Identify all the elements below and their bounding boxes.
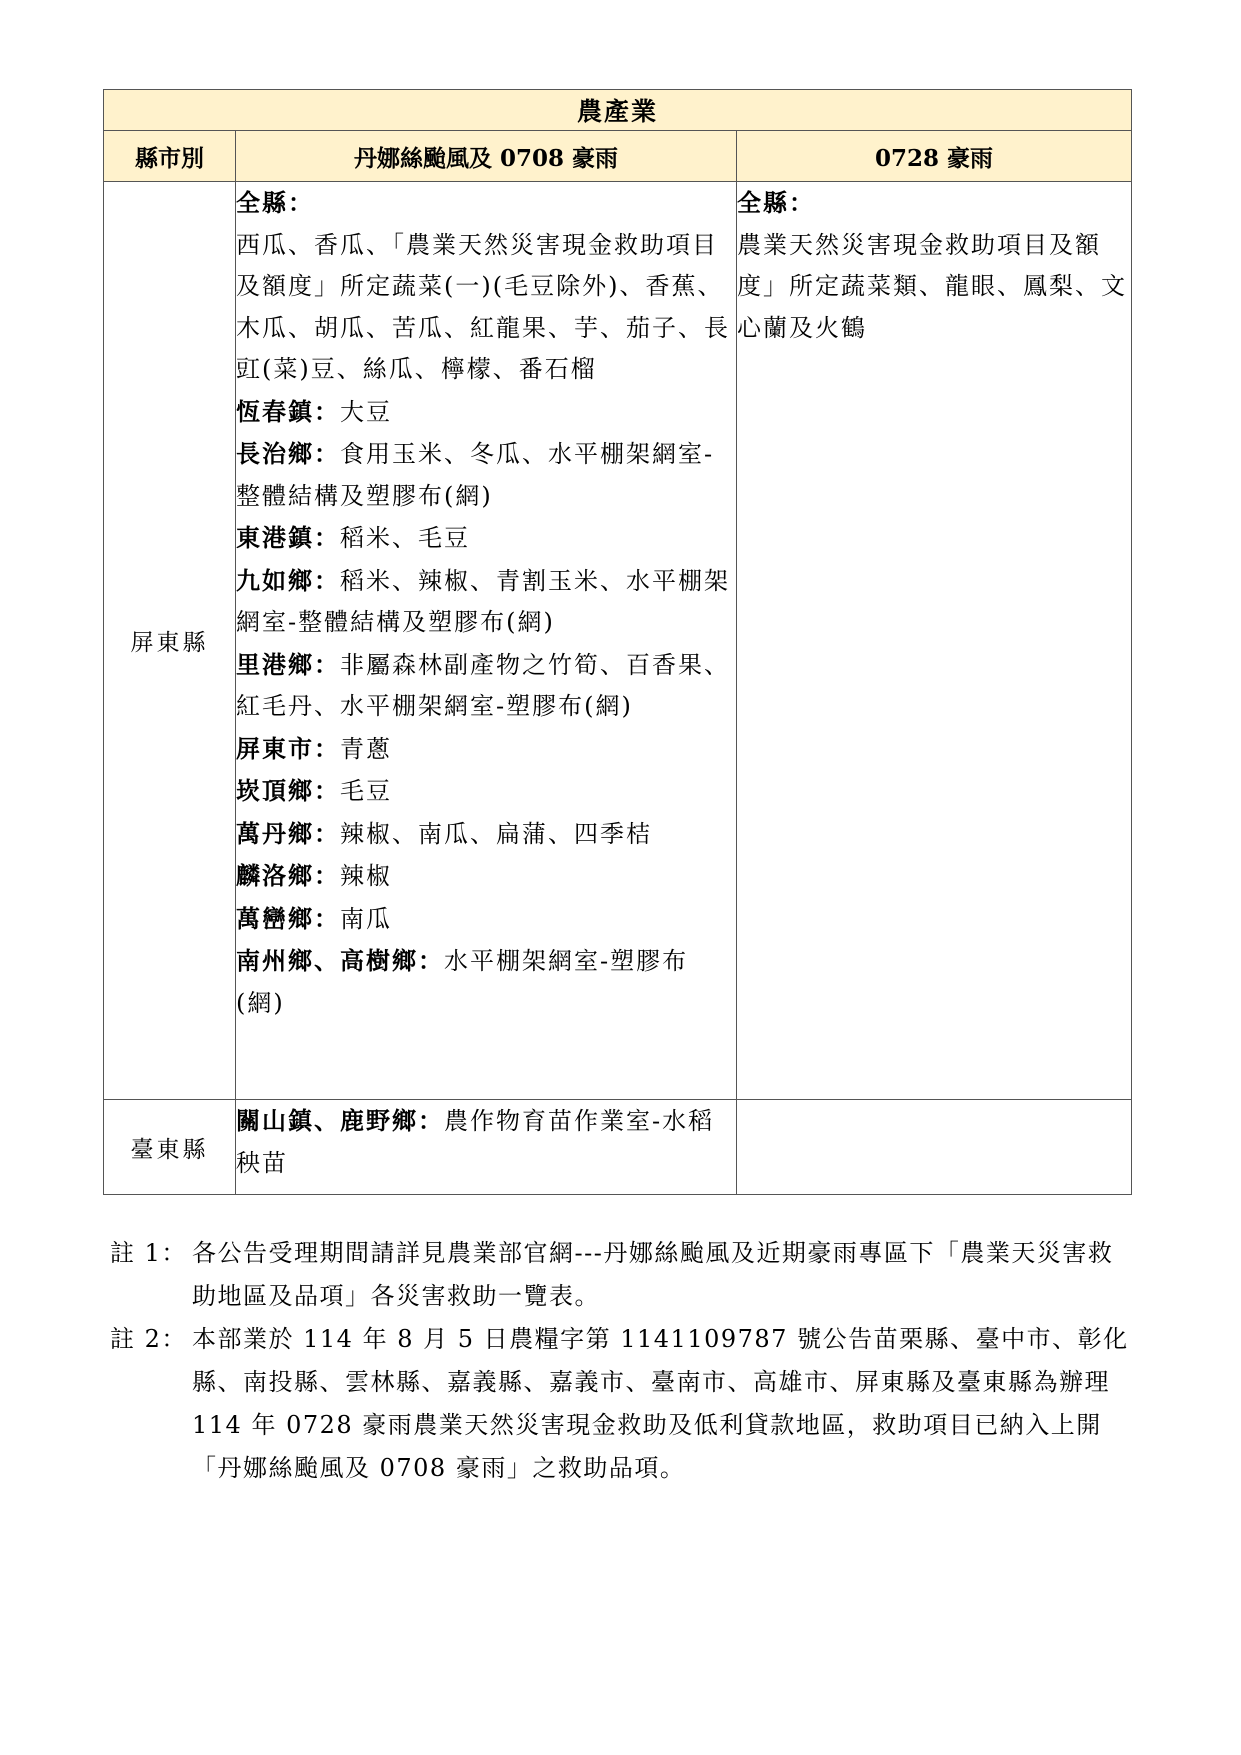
table-row [104, 1100, 1132, 1195]
item-text: 非屬森林副產物之竹筍、百香果、紅毛丹、水平棚架網室-塑膠布(網) [236, 650, 730, 720]
cell-paragraph [236, 391, 736, 434]
county-cell: 臺東縣 [104, 1100, 236, 1195]
cell-paragraph [236, 1100, 736, 1184]
item-text: 青蔥 [340, 734, 392, 763]
area-label: 東港鎮： [236, 523, 340, 552]
item-text: 農作物育苗作業室-水稻秧苗 [236, 1107, 715, 1177]
item-text: 大豆 [340, 397, 392, 426]
note-text: 本部業於 114 年 8 月 5 日農糧字第 1141109787 號公告苗栗縣、臺中市、彰化縣、南投縣、雲林縣、嘉義縣、嘉義市、臺南市、高雄市、屏東縣及臺東縣為辦理 114 年 0728 豪雨農業天然災害現金救助及低利貸款地區，救助項目已納入上開「丹娜絲颱風及 0708 豪雨」之救助品項。 [192, 1325, 1129, 1482]
cell-paragraph [236, 560, 736, 644]
cell-paragraph [236, 728, 736, 771]
item-text: 辣椒、南瓜、扁蒲、四季桔 [340, 819, 652, 848]
note-2 [110, 1318, 1132, 1490]
cell-paragraph [737, 182, 1131, 225]
notes-section [110, 1232, 1132, 1490]
note-label: 註 2： [110, 1325, 187, 1353]
area-label: 萬巒鄉： [236, 903, 340, 933]
item-text: 水平棚架網室-塑膠布(網) [236, 947, 689, 1017]
item-text: 稻米、毛豆 [340, 524, 470, 552]
cell-paragraph [236, 813, 736, 856]
item-text: 毛豆 [340, 777, 392, 805]
cell-paragraph [236, 644, 736, 728]
area-label: 全縣： [236, 188, 314, 217]
note-label: 註 1： [110, 1239, 187, 1267]
cell-paragraph [236, 940, 736, 1024]
area-label: 恆春鎮： [236, 396, 340, 426]
area-label: 里港鄉： [236, 649, 340, 679]
area-label: 南州鄉、高樹鄉： [236, 946, 444, 975]
header-rain-0728: 0728 豪雨 [737, 131, 1132, 182]
item-text: 辣椒 [340, 862, 392, 890]
area-label: 全縣： [737, 188, 815, 217]
note-1 [110, 1232, 1132, 1318]
cell-paragraph [236, 433, 736, 517]
rain-0728-items-cell [737, 182, 1132, 1100]
cell-paragraph [236, 898, 736, 941]
cell-paragraph [236, 855, 736, 898]
table-title: 農產業 [104, 90, 1132, 131]
cell-paragraph [236, 770, 736, 813]
item-text: 農業天然災害現金救助項目及額度」所定蔬菜類、龍眼、鳳梨、文心蘭及火鶴 [737, 230, 1127, 342]
typhoon-items-cell [236, 1100, 737, 1195]
cell-paragraph [236, 182, 736, 225]
agriculture-relief-table [103, 89, 1132, 1195]
cell-paragraph [737, 225, 1131, 350]
area-label: 關山鎮、鹿野鄉： [236, 1106, 444, 1135]
table-header-row [104, 131, 1132, 182]
area-label: 崁頂鄉： [236, 776, 340, 805]
rain-0728-items-cell [737, 1100, 1132, 1195]
item-text: 食用玉米、冬瓜、水平棚架網室-整體結構及塑膠布(網) [236, 440, 715, 510]
header-county: 縣市別 [104, 131, 236, 182]
table-row [104, 182, 1132, 1100]
note-text: 各公告受理期間請詳見農業部官網---丹娜絲颱風及近期豪雨專區下「農業天災害救助地區及品項」各災害救助一覽表。 [192, 1239, 1114, 1310]
item-text: 南瓜 [340, 904, 392, 933]
area-label: 九如鄉： [236, 565, 340, 595]
item-text: 稻米、辣椒、青割玉米、水平棚架網室-整體結構及塑膠布(網) [236, 566, 730, 636]
typhoon-items-cell [236, 182, 737, 1100]
cell-paragraph [236, 225, 736, 391]
table-title-row [104, 90, 1132, 131]
item-text: 西瓜、香瓜、「農業天然災害現金救助項目及額度」所定蔬菜(一)(毛豆除外)、香蕉、木瓜、胡瓜、苦瓜、紅龍果、芋、茄子、長豇(菜)豆、絲瓜、檸檬、番石榴 [236, 230, 730, 383]
area-label: 萬丹鄉： [236, 818, 340, 848]
header-typhoon-0708: 丹娜絲颱風及 0708 豪雨 [236, 131, 737, 182]
area-label: 長治鄉： [236, 439, 340, 468]
area-label: 麟洛鄉： [236, 861, 340, 890]
county-cell: 屏東縣 [104, 182, 236, 1100]
cell-paragraph [236, 517, 736, 560]
area-label: 屏東市： [236, 733, 340, 763]
